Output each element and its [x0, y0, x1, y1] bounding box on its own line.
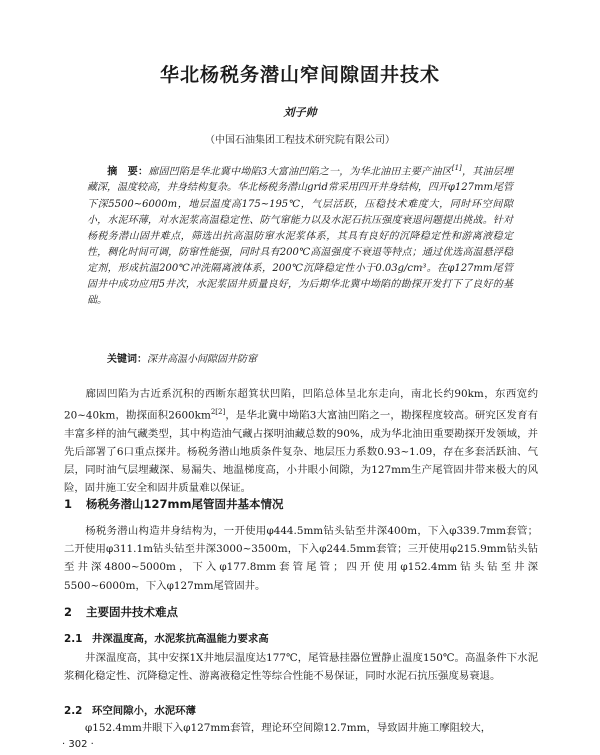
section-1-number: 1 [64, 497, 73, 511]
keywords-text: 深井高温小间隙固井防窜 [147, 354, 257, 365]
page-number: · 302 · [62, 739, 94, 750]
abstract-label: 摘 要： [107, 166, 149, 178]
section-2-1-paragraph [64, 649, 538, 685]
section-2-2-paragraph [64, 719, 538, 737]
abstract-ref: [1] [451, 164, 462, 172]
intro-ref: 2[2] [210, 408, 226, 417]
section-2-heading [64, 604, 178, 620]
section-2-2-heading [64, 702, 196, 717]
section-2-1-title: 井深温度高，水泥浆抗高温能力要求高 [92, 633, 269, 645]
paper-title: 华北杨税务潜山窄间隙固井技术 [159, 64, 440, 86]
section-1-heading [64, 496, 283, 512]
section-1-text: 杨税务潜山构造井身结构为，一开使用φ444.5mm钻头钻至井深400m，下入φ339.7mm套管；二开使用φ311.1m钻头钻至井深3000~3500m，下入φ244.5mm套管；三开使用φ215.9mm钻头钻至井深4800~5000m，下入φ177.8mm套管尾管；四开使用φ152.4mm钻头钻至井深5500~6000m，下入φ127mm尾管固井。 [64, 525, 538, 592]
section-2-1-text: 井深温度高，其中安探1X井地层温度达177℃，尾管悬挂器位置静止温度150℃。高温条件下水泥浆稠化稳定性、沉降稳定性、游离液稳定性等综合性能不易保证，同时水泥石抗压强度易衰退。 [64, 652, 538, 683]
section-2-2-title: 环空间隙小，水泥环薄 [92, 705, 196, 717]
section-2-number: 2 [64, 605, 73, 619]
abstract-text-2: ，其油层埋藏深，温度较高，井身结构复杂。华北杨税务潜山grid常采用四开井身结构，四开φ127mm尾管下深5500~6000m，地层温度高175~195℃，气层活跃，压稳技术难度大，同时环空间隙小，水泥环薄，对水泥浆高温稳定性、防气窜能力以及水泥石抗压强度衰退问题提出挑战。针对杨税务潜山固井难点，筛选出抗高温防窜水泥浆体系，其具有良好的沉降稳定性和游离液稳定性，稠化时间可调，防窜性能强，同时具有200℃高温强度不衰退等特点；通过优选高温悬浮稳定剂，形成抗温200℃冲洗隔离液体系，200℃沉降稳定性小于0.03g/cm³。在φ127mm尾管固井中成功应用5井次，水泥浆固井质量良好，为后期华北冀中坳陷的勘探开发打下了良好的基础。 [87, 166, 513, 307]
section-2-1-number: 2.1 [64, 633, 83, 645]
section-2-2-text: φ152.4mm井眼下入φ127mm套管，理论环空间隙12.7mm，导致固井施工摩阻较大， [85, 722, 492, 734]
section-2-title: 主要固井技术难点 [86, 605, 178, 619]
section-2-2-number: 2.2 [64, 705, 83, 717]
section-2-1-heading [64, 630, 269, 645]
keywords-label: 关键词： [107, 354, 147, 365]
section-1-title: 杨税务潜山127mm尾管固井基本情况 [86, 497, 284, 511]
intro-text-a: 廊固凹陷为古近系沉积的西断东超箕状凹陷，凹陷总体呈北东走向，南北长约90km，东西宽约20~40km，勘探面积2600km [64, 388, 538, 422]
section-1-paragraph [64, 522, 538, 595]
author-affiliation: （中国石油集团工程技术研究院有限公司） [205, 135, 395, 146]
abstract [87, 160, 513, 309]
intro-paragraph [64, 385, 538, 498]
keywords [107, 352, 513, 368]
author-name: 刘子帅 [283, 106, 317, 119]
intro-text-b: ，是华北冀中坳陷3大富油凹陷之一，勘探程度较高。研究区发育有丰富多样的油气藏类型，其中构造油气藏占探明油藏总数的90%，成为华北油田重要勘探开发领域，并先后部署了6口重点探井。杨税务潜山地质条件复杂、地层压力系数0.93~1.09，存在多套活跃油、气层，同时油气层埋藏深、易漏失、地温梯度高，小井眼小间隙，为127mm生产尾管固井带来极大的风险，固井施工安全和固井质量难以保证。 [64, 409, 539, 495]
abstract-text: 廊固凹陷是华北冀中坳陷3大富油凹陷之一，为华北油田主要产油区 [148, 166, 452, 178]
